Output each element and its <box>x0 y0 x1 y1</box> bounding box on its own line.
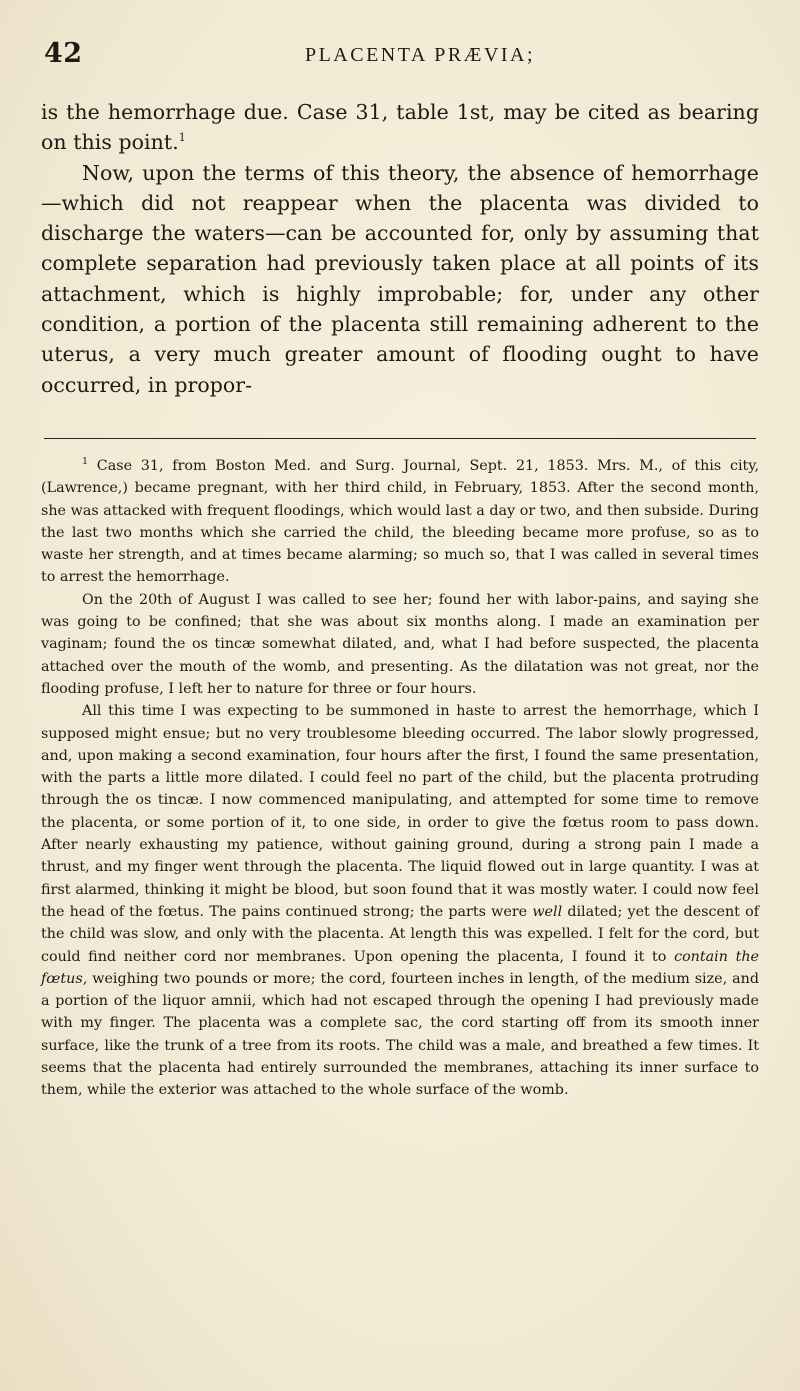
paragraph: Now, upon the terms of this theory, the absence of hemorrhage—which did not reappear when the placenta was divided to discharge the waters—can be accounted for, only by assuming that complete separation had previously taken place at all points of its attachment, which is highly improbable; for, under any other condition, a portion of the placenta still remaining adherent to the uterus, a very much greater amount of flooding ought to have occurred, in propor- <box>41 160 759 397</box>
page-number: 42 <box>44 38 83 69</box>
footnote-divider <box>44 438 756 439</box>
paragraph-continuation <box>41 97 759 158</box>
running-head: PLACENTA PRÆVIA; <box>304 44 536 66</box>
footnote-text: weighing two pounds or more; the cord, fourteen inches in length, of the medium size, and a portion of the liquor amnii, which had not escaped through the opening I had previously made with my finger. The placenta was a complete sac, the cord starting off from its smooth inner surface, like the trunk of a tree from its roots. The child was a male, and breathed a few times. It seems that the placenta had entirely surrounded the membranes, attaching its inner surface to them, while the exterior was attached to the whole surface of the womb. <box>41 970 759 1099</box>
main-text <box>41 97 759 400</box>
footnote-marker: 1 <box>82 456 89 468</box>
footnote-paragraph: On the 20th of August I was called to see her; found her with labor-pains, and saying she was going to be confined; that she was about six months along. I made an examination per vaginam; found the os tincæ somewhat dilated, and, what I had before suspected, the placenta attached over the mouth of the womb, and presenting. As the dilatation was not great, nor the flooding profuse, I left her to nature for three or four hours. <box>41 591 759 697</box>
footnote <box>41 455 759 1102</box>
footnote-text: All this time I was expecting to be summoned in haste to arrest the hemorrhage, which I supposed might ensue; but no very troublesome bleeding occurred. The labor slowly progressed, and, upon making a second examination, four hours after the first, I found the same presentation, with the parts a little more dilated. I could feel no part of the child, but the placenta protruding through the os tincæ. I now commenced manipulating, and attempted for some time to remove the placenta, or some portion of it, to one side, in order to give the fœtus room to pass down. After nearly exhausting my patience, without gaining ground, during a strong pain I made a thrust, and my finger went through the placenta. The liquid flowed out in large quantity. I was at first alarmed, thinking it might be blood, but soon found that it was mostly water. I could now feel the head of the fœtus. The pains continued strong; the parts were <box>41 703 759 920</box>
page-header <box>44 38 756 78</box>
footnote-paragraph <box>41 455 759 589</box>
paragraph-text: is the hemorrhage due. Case 31, table 1st, may be cited as bearing on this point. <box>41 100 759 155</box>
footnote-reference: 1 <box>178 131 186 145</box>
footnote-text: Case 31, from Boston Med. and Surg. Journal, Sept. 21, 1853. Mrs. M., of this city, (Lawrence,) became pregnant, with her third child, in February, 1853. After the second month, she was attacked with frequent floodings, which would last a day or two, and then subside. During the last two months which she carried the child, the bleeding became more profuse, so as to waste her strength, and at times became alarming; so much so, that I was called in several times to arrest the hemorrhage. <box>41 458 759 586</box>
footnote-paragraph <box>41 700 759 1101</box>
footnote-emphasis: contain the fœtus, <box>41 948 759 987</box>
footnote-emphasis: well <box>532 903 563 920</box>
footnote-text: dilated; yet the descent of the child was slow, and only with the placenta. At length this was expelled. I felt for the cord, but could find neither cord nor membranes. Upon opening the placenta, I found it to <box>41 903 759 965</box>
